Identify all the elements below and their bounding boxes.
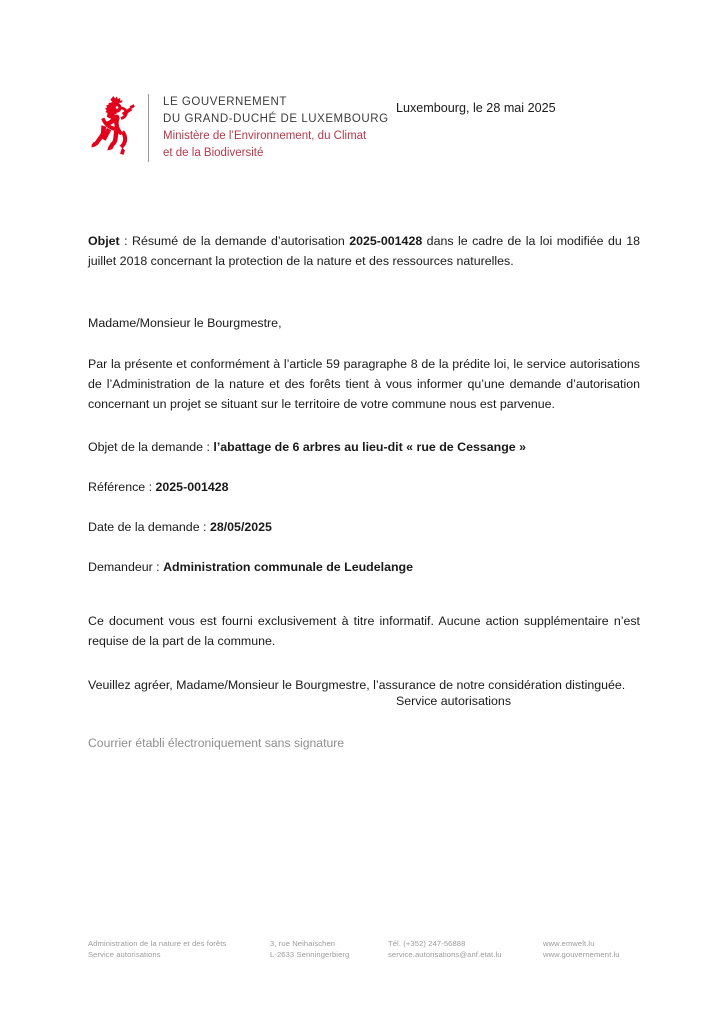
spacer	[88, 537, 640, 557]
footer-column-websites	[543, 938, 648, 961]
subject-reference: 2025-001428	[349, 234, 423, 248]
detail-value: 2025-001428	[155, 480, 229, 494]
dateline: Luxembourg, le 28 mai 2025	[396, 101, 556, 115]
footer-column-address	[270, 938, 388, 961]
detail-date-demande	[88, 517, 640, 537]
detail-label: Demandeur :	[88, 560, 164, 574]
footer-website-gouvernement[interactable]: www.gouvernement.lu	[543, 950, 620, 960]
footer-department-line-2: Service autorisations	[88, 950, 161, 960]
ministry-line-1: Ministère de l’Environnement, du Climat	[163, 130, 367, 142]
spacer	[88, 414, 640, 437]
subject-paragraph	[88, 231, 640, 271]
page-footer	[88, 938, 648, 961]
ministry-line-2: et de la Biodiversité	[163, 146, 264, 159]
government-line-2: DU GRAND-DUCHÉ DE LUXEMBOURG	[163, 112, 389, 125]
footer-column-department	[88, 938, 270, 961]
detail-objet-demande	[88, 437, 640, 457]
detail-value: Administration communale de Leudelange	[163, 560, 413, 574]
detail-value: l’abattage de 6 arbres au lieu-dit « rue de Cessange »	[213, 440, 527, 454]
footer-address-line-1: 3, rue Neihaischen	[270, 939, 336, 948]
notice-paragraph: Ce document vous est fourni exclusivement à titre informatif. Aucune action supplémentaire n’est requise de la part de la commune.	[88, 614, 640, 648]
footer-website-emwelt[interactable]: www.emwelt.lu	[543, 939, 595, 948]
spacer	[88, 333, 640, 354]
government-line-1: LE GOUVERNEMENT	[163, 96, 287, 108]
detail-label: Date de la demande :	[88, 520, 210, 534]
subject-text-after: dans le cadre de la loi modifiée du 18 juillet 2018 concernant la protection de la nature et des ressources naturelles.	[88, 234, 640, 268]
letterhead-divider	[148, 94, 149, 162]
spacer	[88, 271, 640, 313]
footer-phone: Tél. (+352) 247-56888	[388, 939, 466, 948]
spacer	[88, 457, 640, 477]
subject-text-before: : Résumé de la demande d’autorisation	[119, 234, 350, 248]
spacer	[88, 577, 640, 611]
electronic-signature-note: Courrier établi électroniquement sans signature	[88, 736, 345, 750]
detail-value: 28/05/2025	[209, 520, 272, 534]
signature-service: Service autorisations	[396, 694, 512, 708]
spacer	[88, 497, 640, 517]
detail-label: Objet de la demande :	[88, 440, 214, 454]
letterhead-text	[163, 92, 389, 161]
footer-column-contact	[388, 938, 543, 961]
detail-label: Référence :	[88, 480, 156, 494]
detail-demandeur	[88, 557, 640, 577]
salutation: Madame/Monsieur le Bourgmestre,	[88, 316, 282, 330]
closing-paragraph: Veuillez agréer, Madame/Monsieur le Bourgmestre, l’assurance de notre considération distinguée.	[88, 678, 626, 692]
intro-paragraph: Par la présente et conformément à l’article 59 paragraphe 8 de la prédite loi, le service autorisations de l’Administration de la nature et des forêts tient à vous informer qu’une demande d’autorisation concernant un projet se situant sur le territoire de votre commune nous est parvenue.	[88, 357, 640, 411]
detail-reference	[88, 477, 640, 497]
footer-address-line-2: L-2633 Senningerbierg	[270, 950, 350, 960]
footer-department-line-1: Administration de la nature et des forêts	[88, 939, 227, 948]
luxembourg-red-lion-rampant-icon	[88, 92, 140, 164]
letterhead	[88, 92, 389, 164]
subject-label: Objet	[88, 234, 120, 248]
letter-body	[88, 231, 640, 695]
footer-email[interactable]: service.autorisations@anf.etat.lu	[388, 950, 502, 960]
spacer	[88, 651, 640, 675]
